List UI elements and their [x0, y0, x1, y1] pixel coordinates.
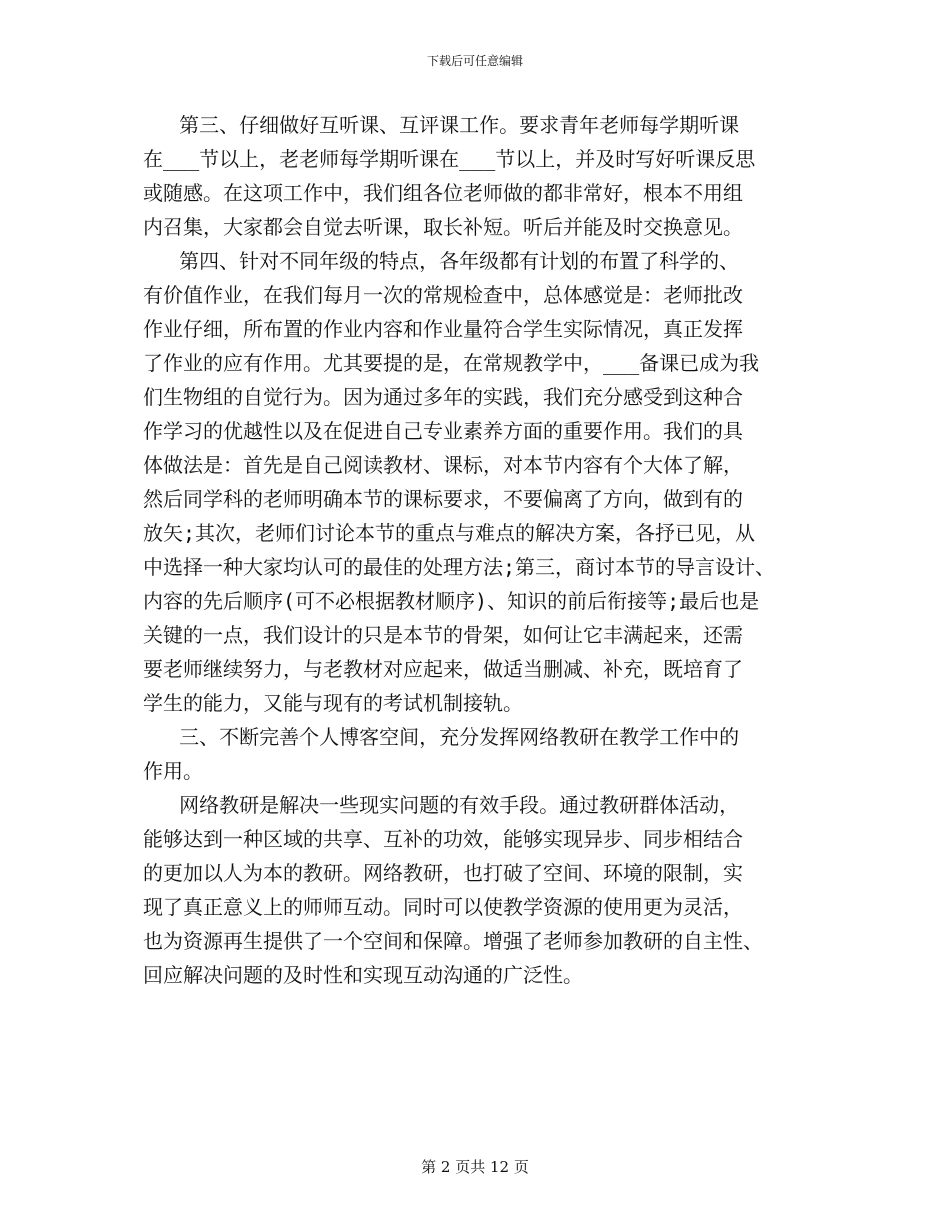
text-line: 放矢;其次，老师们讨论本节的重点与难点的解决方案，各抒已见，从 — [143, 521, 756, 545]
text-line: 体做法是：首先是自己阅读教材、课标，对本节内容有个大体了解， — [143, 453, 743, 477]
text-line: 们生物组的自觉行为。因为通过多年的实践，我们充分感受到这种合 — [143, 385, 743, 409]
text-line: 了作业的应有作用。尤其要提的是，在常规教学中，___备课已成为我 — [143, 351, 760, 375]
text-line: 作业仔细，所布置的作业内容和作业量符合学生实际情况，真正发挥 — [143, 317, 743, 341]
text-line: 第四、针对不同年级的特点，各年级都有计划的布置了科学的、 — [143, 249, 740, 273]
text-line: 在___节以上，老老师每学期听课在___节以上，并及时写好听课反思 — [143, 147, 756, 171]
text-line: 也为资源再生提供了一个空间和保障。增强了老师参加教研的自主性、 — [143, 929, 763, 953]
text-line: 中选择一种大家均认可的最佳的处理方法;第三，商讨本节的导言设计、 — [143, 555, 776, 579]
text-line: 作用。 — [143, 759, 203, 783]
text-line: 学生的能力，又能与现有的考试机制接轨。 — [143, 691, 523, 715]
text-line: 然后同学科的老师明确本节的课标要求，不要偏离了方向，做到有的 — [143, 487, 743, 511]
text-line: 三、不断完善个人博客空间，充分发挥网络教研在教学工作中的 — [143, 725, 740, 749]
document-body — [143, 108, 833, 992]
text-line: 内容的先后顺序(可不必根据教材顺序)、知识的前后衔接等;最后也是 — [143, 589, 760, 613]
text-line: 有价值作业，在我们每月一次的常规检查中，总体感觉是：老师批改 — [143, 283, 743, 307]
text-line: 或随感。在这项工作中，我们组各位老师做的都非常好，根本不用组 — [143, 181, 743, 205]
page-header: 下载后可任意编辑 — [426, 54, 523, 68]
text-line: 回应解决问题的及时性和实现互动沟通的广泛性。 — [143, 963, 583, 987]
text-line: 的更加以人为本的教研。网络教研，也打破了空间、环境的限制，实 — [143, 861, 743, 885]
text-line: 要老师继续努力，与老教材对应起来，做适当删减、补充，既培育了 — [143, 657, 743, 681]
text-line: 能够达到一种区域的共享、互补的功效，能够实现异步、同步相结合 — [143, 827, 743, 851]
text-line: 作学习的优越性以及在促进自己专业素养方面的重要作用。我们的具 — [143, 419, 743, 443]
text-line: 现了真正意义上的师师互动。同时可以使教学资源的使用更为灵活， — [143, 895, 743, 919]
text-line: 关键的一点，我们设计的只是本节的骨架，如何让它丰满起来，还需 — [143, 623, 743, 647]
text-line: 网络教研是解决一些现实问题的有效手段。通过教研群体活动， — [143, 793, 740, 817]
text-line: 第三、仔细做好互听课、互评课工作。要求青年老师每学期听课 — [143, 113, 740, 137]
page-number: 第 2 页共 12 页 — [421, 1158, 529, 1176]
text-line: 内召集，大家都会自觉去听课，取长补短。听后并能及时交换意见。 — [143, 215, 743, 239]
